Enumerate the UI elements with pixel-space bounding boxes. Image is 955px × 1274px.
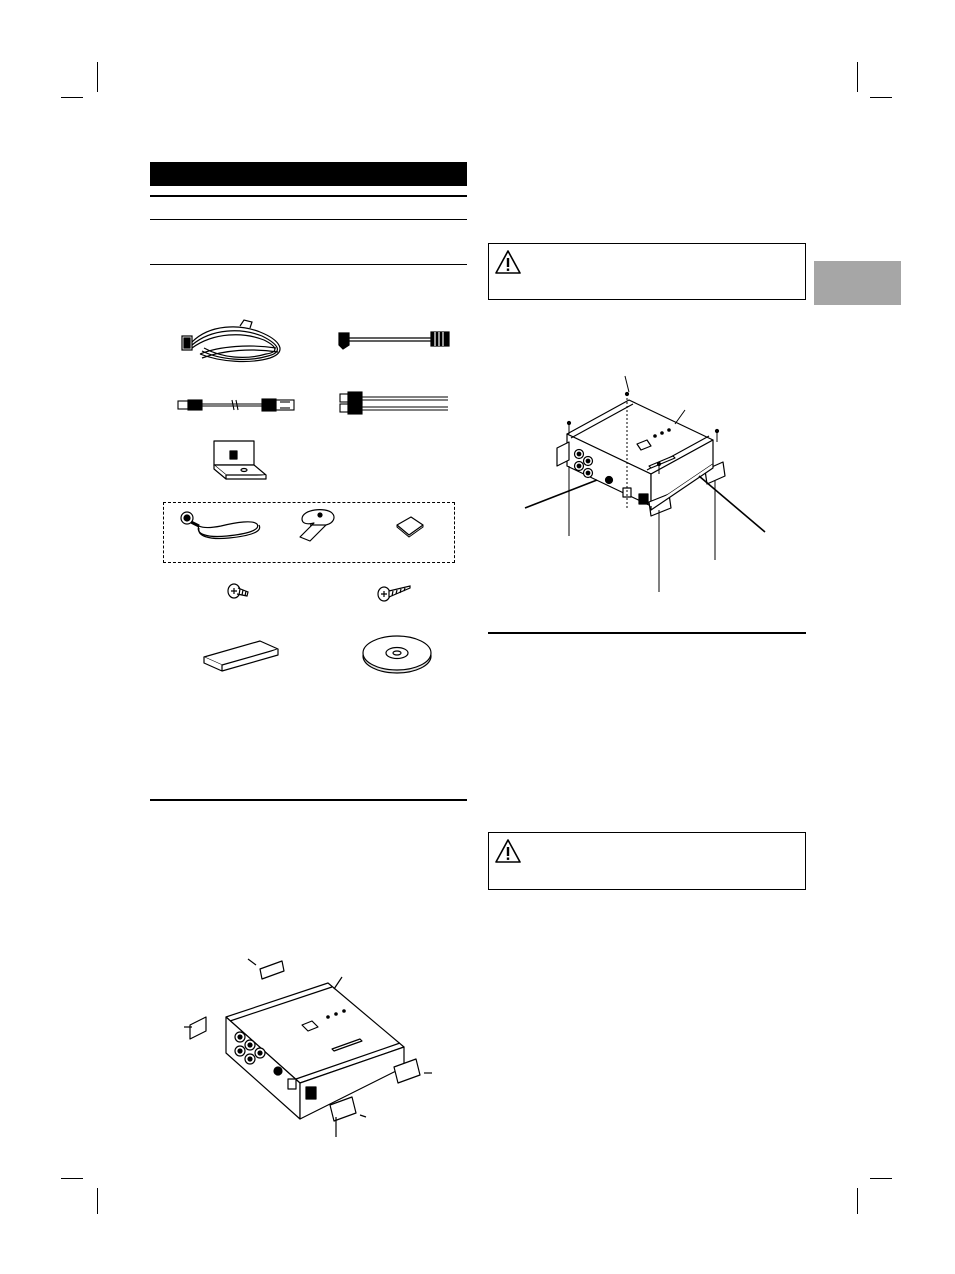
caution-box <box>488 243 806 300</box>
cd-rom-icon <box>359 632 435 676</box>
screw-tapping-icon <box>376 582 414 604</box>
rca-cable-icon <box>338 388 452 418</box>
microphone-icon <box>177 508 265 542</box>
section-title-bar <box>150 162 467 186</box>
section-rule <box>150 195 467 197</box>
crop-mark <box>857 1188 858 1214</box>
l-bracket-icon <box>204 435 272 481</box>
crop-mark <box>61 1178 83 1179</box>
remote-cable-icon <box>335 327 453 351</box>
subsection-rule <box>150 219 467 220</box>
crop-mark <box>870 1178 892 1179</box>
crop-mark <box>870 97 892 98</box>
warning-triangle-icon <box>495 839 521 863</box>
unit-mounting-diagram <box>525 370 770 596</box>
unit-bracket-assembly-diagram <box>184 955 434 1140</box>
side-tab <box>814 261 901 305</box>
power-cable-harness-icon <box>180 318 292 366</box>
screw-short-icon <box>226 580 252 604</box>
subsection-rule <box>488 632 806 634</box>
microphone-clip-icon <box>296 505 340 545</box>
subsection-rule <box>150 264 467 265</box>
warning-triangle-icon <box>495 250 521 274</box>
adhesive-pad-icon <box>393 515 425 537</box>
crop-mark <box>857 62 858 92</box>
velcro-strip-icon <box>200 637 282 675</box>
usb-cable-icon <box>176 395 298 415</box>
crop-mark <box>97 1188 98 1214</box>
crop-mark <box>97 62 98 92</box>
subsection-rule <box>150 799 467 801</box>
caution-box <box>488 832 806 890</box>
crop-mark <box>61 97 83 98</box>
